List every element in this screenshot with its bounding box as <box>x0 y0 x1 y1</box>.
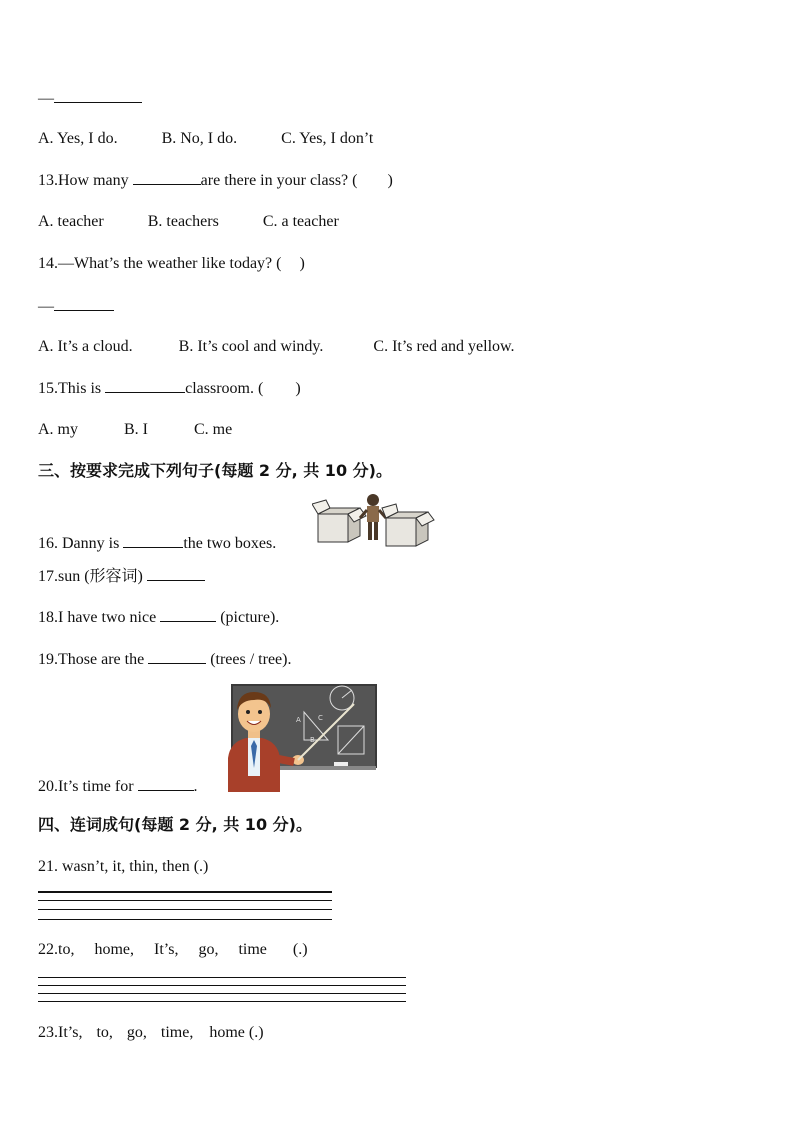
q13-option-a[interactable]: A. teacher <box>38 213 104 230</box>
q15-option-a[interactable]: A. my <box>38 421 78 438</box>
q13-options <box>38 212 339 232</box>
q14-close-paren: ) <box>299 255 305 272</box>
board-label-a: A <box>296 716 301 724</box>
q14-option-c[interactable]: C. It’s red and yellow. <box>373 338 515 355</box>
board-label-c: C <box>318 714 323 722</box>
q22-number: 22. <box>38 941 58 958</box>
q16-question <box>38 533 276 554</box>
section-4-heading: 四、连词成句(每题 2 分, 共 10 分)。 <box>38 815 312 834</box>
section-3-heading: 三、按要求完成下列句子(每题 2 分, 共 10 分)。 <box>38 461 392 480</box>
q20-text-after: . <box>193 778 198 795</box>
q14-option-b[interactable]: B. It’s cool and windy. <box>178 338 324 355</box>
q15-options <box>38 420 232 440</box>
q15-text-before: 15.This is <box>38 380 106 397</box>
q17-question <box>38 566 205 587</box>
q23-word-4: time, <box>160 1024 194 1041</box>
q13-option-b[interactable]: B. teachers <box>147 213 219 230</box>
q23-word-1: It’s, <box>58 1024 83 1041</box>
q14-answer-line <box>38 296 114 317</box>
q13-blank[interactable] <box>133 170 201 185</box>
q12-answer-line <box>38 88 142 109</box>
q15-text-after: classroom. ( <box>185 380 264 397</box>
q18-text-after: (picture). <box>216 609 280 626</box>
q22-writing-line-2[interactable] <box>38 985 406 986</box>
q22-question <box>38 940 308 960</box>
q22-writing-line-1[interactable] <box>38 977 406 978</box>
q22-writing-line-3[interactable] <box>38 993 406 994</box>
q15-option-b[interactable]: B. I <box>124 421 148 438</box>
q16-text-before: 16. Danny is <box>38 535 124 552</box>
boxes-illustration <box>312 490 436 550</box>
q15-close-paren: ) <box>295 380 301 397</box>
q23-number: 23. <box>38 1024 58 1041</box>
q14-dash: — <box>38 298 54 315</box>
q14-text: 14.—What’s the weather like today? ( <box>38 255 282 272</box>
q14-blank[interactable] <box>54 296 114 311</box>
left-box-icon <box>312 500 366 542</box>
q16-blank[interactable] <box>123 533 183 548</box>
q12-option-b[interactable]: B. No, I do. <box>161 130 238 147</box>
q22-word-5: time <box>238 941 267 958</box>
q19-text-before: 19.Those are the <box>38 651 149 668</box>
q17-blank[interactable] <box>147 566 205 581</box>
right-box-icon <box>382 504 434 546</box>
q14-option-a[interactable]: A. It’s a cloud. <box>38 338 133 355</box>
q21-writing-line-2[interactable] <box>38 900 332 901</box>
q12-option-a[interactable]: A. Yes, I do. <box>38 130 118 147</box>
q20-question <box>38 776 198 797</box>
q20-text-before: 20.It’s time for <box>38 778 138 795</box>
q12-dash: — <box>38 90 54 107</box>
q22-word-4: go, <box>198 941 219 958</box>
teacher-blackboard-illustration <box>224 684 380 792</box>
q14-options <box>38 337 515 357</box>
q13-text-after: are there in your class? ( <box>200 172 358 189</box>
q22-word-6: (.) <box>292 941 308 958</box>
q18-blank[interactable] <box>160 607 216 622</box>
q20-blank[interactable] <box>138 776 194 791</box>
q13-text-before: 13.How many <box>38 172 133 189</box>
q21-question: 21. wasn’t, it, thin, then (.) <box>38 858 209 875</box>
q13-option-c[interactable]: C. a teacher <box>262 213 339 230</box>
q21-writing-line-3[interactable] <box>38 909 332 910</box>
q23-word-5: home (.) <box>209 1024 264 1041</box>
q12-options <box>38 129 373 149</box>
q13-question <box>38 170 393 191</box>
q19-blank[interactable] <box>148 649 206 664</box>
q21-writing-line-1[interactable] <box>38 891 332 893</box>
q21-writing-line-4[interactable] <box>38 919 332 920</box>
q14-question <box>38 254 305 274</box>
q23-word-2: to, <box>96 1024 113 1041</box>
q15-option-c[interactable]: C. me <box>194 421 233 438</box>
board-label-b: B <box>310 736 315 744</box>
q17-text: 17.sun (形容词) <box>38 568 147 585</box>
q23-word-3: go, <box>126 1024 147 1041</box>
q15-blank[interactable] <box>105 378 185 393</box>
q12-blank[interactable] <box>54 88 142 103</box>
q18-text-before: 18.I have two nice <box>38 609 161 626</box>
q15-question <box>38 378 301 399</box>
q22-word-1: to, <box>58 941 75 958</box>
q12-option-c[interactable]: C. Yes, I don’t <box>281 130 374 147</box>
q18-question <box>38 607 279 628</box>
q22-word-2: home, <box>94 941 134 958</box>
q13-close-paren: ) <box>387 172 393 189</box>
q22-word-3: It’s, <box>154 941 179 958</box>
q23-question <box>38 1023 264 1043</box>
q16-text-after: the two boxes. <box>183 535 277 552</box>
q19-question <box>38 649 291 670</box>
q22-writing-line-4[interactable] <box>38 1001 406 1002</box>
q19-text-after: (trees / tree). <box>206 651 292 668</box>
